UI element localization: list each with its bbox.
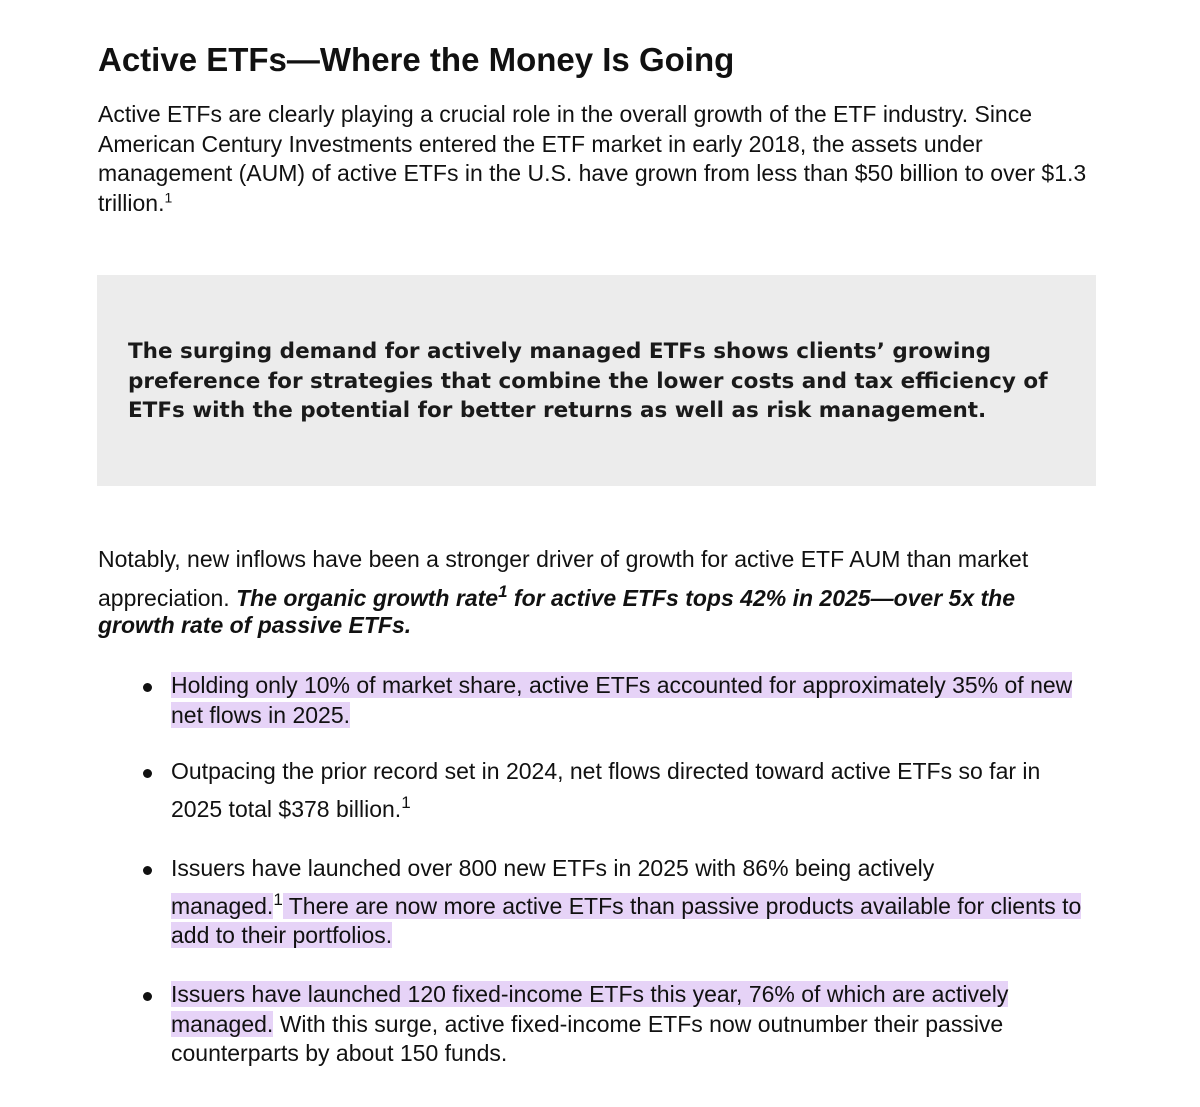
footnote-ref[interactable]: 1 <box>164 188 173 205</box>
body-paragraph-text: Notably, new inflows have been a stronger driver of growth for active ETF AUM than market appreciation. <box>98 546 1029 611</box>
list-item <box>98 854 1098 951</box>
emphasis-text-a: The organic growth rate <box>236 585 499 611</box>
footnote-ref[interactable]: 1 <box>401 792 411 812</box>
list-item-text: Issuers have launched over 800 new ETFs in 2025 with 86% being actively <box>171 855 935 881</box>
emphasis-statement <box>98 582 1098 638</box>
bullet-dot-icon <box>143 992 152 1001</box>
bullet-dot-icon <box>143 683 152 692</box>
list-item-text: With this surge, active fixed-income ETFs now outnumber their passive counterparts by about 150 funds. <box>171 1010 1004 1066</box>
footnote-ref[interactable]: 1 <box>498 582 508 601</box>
highlighted-text: managed. <box>171 892 274 919</box>
emphasis-text-c: growth rate of passive ETFs. <box>98 612 412 638</box>
list-item <box>98 757 1040 824</box>
article-title: Active ETFs—Where the Money Is Going <box>98 41 735 78</box>
list-item-text: Outpacing the prior record set in 2024, net flows directed toward active ETFs so far in <box>171 758 1041 784</box>
highlighted-text: Issuers have launched 120 fixed-income ETFs this year, 76% of which are actively managed. <box>171 981 1009 1037</box>
emphasis-text-b: for active ETFs tops 42% in 2025—over 5x the <box>507 585 1016 611</box>
list-item-text: 2025 total $378 billion. <box>171 795 402 822</box>
body-paragraph <box>98 540 1098 636</box>
bullet-dot-icon <box>143 866 152 875</box>
list-item <box>98 980 1098 1069</box>
intro-text: Active ETFs are clearly playing a crucial role in the overall growth of the ETF industry. Since American Century Investments entered the ETF market in early 2018, the assets under management (AUM) of active ETFs in the U.S. have grown from less than $50 billion to over $1.3 trillion. <box>98 101 1087 216</box>
intro-paragraph <box>98 100 1098 218</box>
pull-quote-text: The surging demand for actively managed ETFs shows clients’ growing preference for strategies that combine the lower costs and tax efficiency of ETFs with the potential for better returns as well as risk management. <box>128 339 1048 423</box>
footnote-ref[interactable]: 1 <box>273 889 283 909</box>
highlighted-text: Holding only 10% of market share, active ETFs accounted for approximately 35% of new net flows in 2025. <box>171 672 1073 728</box>
article <box>98 40 1098 218</box>
list-item <box>98 671 1098 730</box>
bullet-dot-icon <box>143 769 152 778</box>
pull-quote-box <box>97 275 1096 486</box>
highlighted-text: There are now more active ETFs than passive products available for clients to add to their portfolios. <box>171 892 1082 948</box>
